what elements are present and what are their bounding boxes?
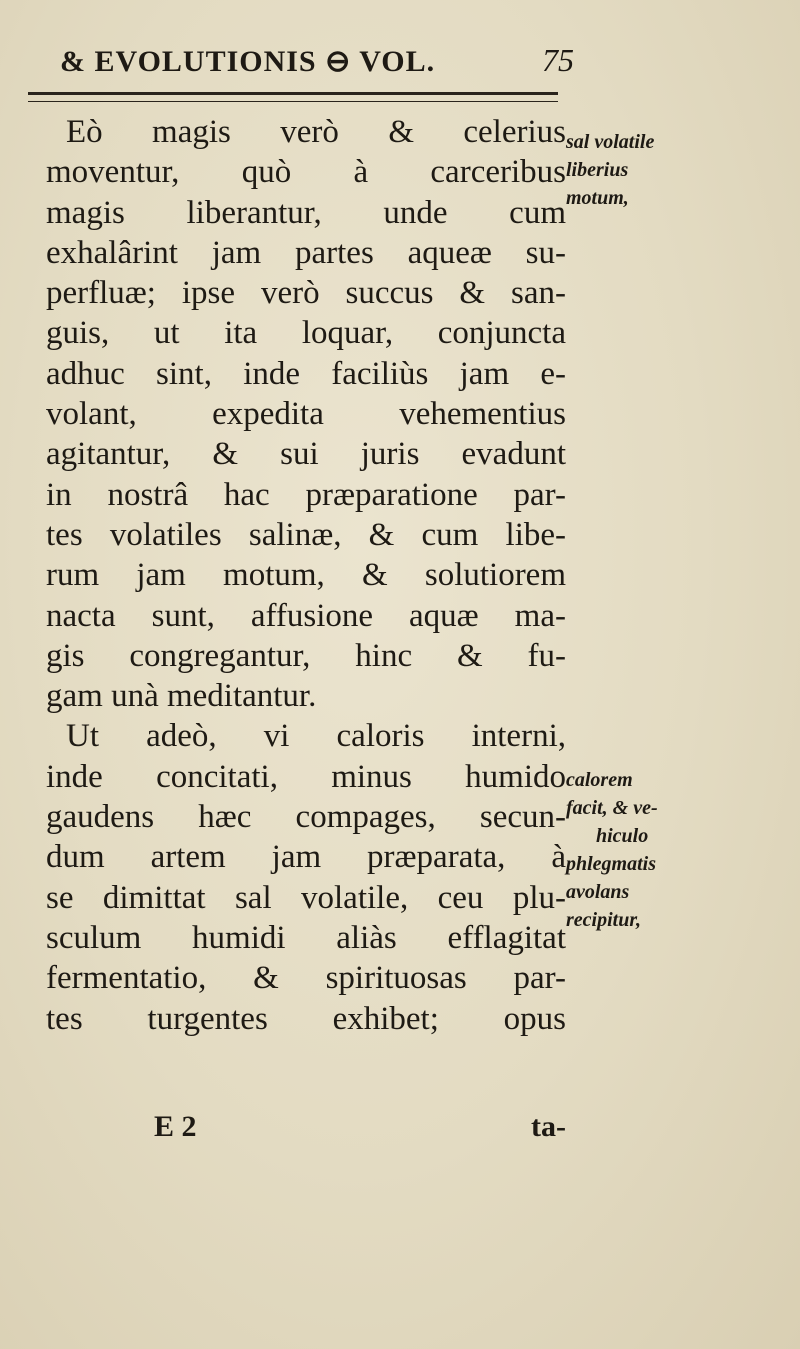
margin-note-line: recipitur, bbox=[566, 909, 642, 931]
text-line: magis liberantur, unde cum bbox=[46, 194, 566, 231]
text-line: exhalârint jam partes aqueæ su- bbox=[46, 234, 566, 271]
text-line: tes volatiles salinæ, & cum libe- bbox=[46, 516, 566, 553]
text-line: inde concitati, minus humido bbox=[46, 758, 566, 795]
margin-note-line: sal volatile bbox=[566, 131, 655, 153]
text-line: nacta sunt, affusione aquæ ma- bbox=[46, 597, 566, 634]
text-line: se dimittat sal volatile, ceu plu- bbox=[46, 879, 566, 916]
margin-note-line: avolans bbox=[566, 881, 630, 903]
text-line: perfluæ; ipse verò succus & san- bbox=[46, 275, 566, 312]
page-number: 75 bbox=[542, 42, 574, 78]
running-header bbox=[60, 40, 580, 86]
text-line: moventur, quò à carceribus bbox=[46, 154, 566, 191]
catchword: ta- bbox=[531, 1110, 566, 1143]
margin-note-line: facit, & ve- bbox=[566, 797, 658, 819]
text-line: fermentatio, & spirituosas par- bbox=[46, 960, 566, 997]
text-line: in nostrâ hac præparatione par- bbox=[46, 476, 566, 513]
text-line: dum artem jam præparata, à bbox=[46, 839, 566, 876]
margin-note-line: motum, bbox=[566, 187, 629, 209]
body-text bbox=[46, 112, 566, 1039]
text-line: Eò magis verò & celerius bbox=[66, 114, 566, 150]
text-line: sculum humidi aliàs efflagitat bbox=[46, 919, 566, 956]
margin-note-line: phlegmatis bbox=[566, 853, 657, 875]
text-line: guis, ut ita loquar, conjuncta bbox=[46, 315, 566, 352]
page-footer bbox=[46, 1110, 566, 1150]
text-line: gam unà meditantur. bbox=[46, 678, 317, 715]
margin-note-line: liberius bbox=[566, 159, 629, 181]
margin-note-line: calorem bbox=[566, 769, 633, 791]
text-line: gis congregantur, hinc & fu- bbox=[46, 637, 566, 674]
margin-note-line: hiculo bbox=[596, 825, 649, 847]
text-line: gaudens hæc compages, secun- bbox=[46, 799, 566, 836]
signature-mark: E 2 bbox=[154, 1110, 197, 1143]
text-line: Ut adeò, vi caloris interni, bbox=[66, 718, 566, 755]
header-rule bbox=[28, 92, 558, 102]
text-line: rum jam motum, & solutiorem bbox=[46, 557, 566, 594]
running-title: & EVOLUTIONIS ⊖ VOL. bbox=[60, 45, 436, 78]
margin-note-sal-volatile bbox=[566, 128, 716, 212]
margin-note-calorem bbox=[566, 766, 716, 934]
text-line: adhuc sint, inde faciliùs jam e- bbox=[46, 355, 566, 392]
text-line: volant, expedita vehementius bbox=[46, 396, 566, 433]
text-line: tes turgentes exhibet; opus bbox=[46, 1000, 566, 1037]
text-line: agitantur, & sui juris evadunt bbox=[46, 436, 566, 473]
